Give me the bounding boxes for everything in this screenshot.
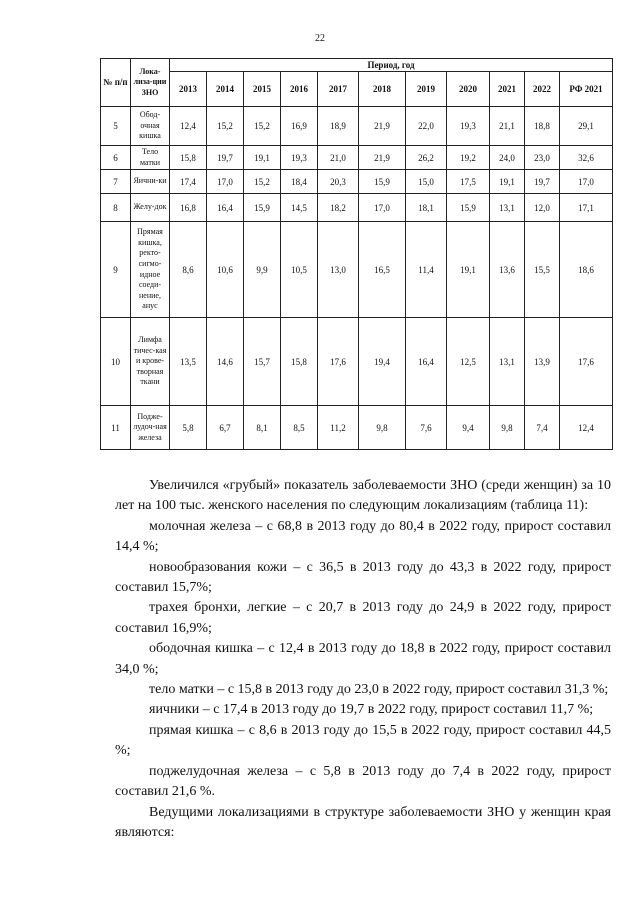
value-cell: 15,9 — [447, 194, 490, 222]
list-item: яичники – с 17,4 в 2013 году до 19,7 в 2022 году, прирост составил 11,7 %; — [149, 702, 594, 718]
value-cell: 16,8 — [170, 194, 207, 222]
year-header: 2016 — [281, 72, 318, 107]
value-cell: 17,0 — [207, 170, 244, 194]
table-row — [101, 194, 613, 222]
value-cell: 12,0 — [525, 194, 560, 222]
value-cell: 7,6 — [406, 406, 447, 450]
intro-paragraph: Увеличился «грубый» показатель заболеваемости ЗНО (среди женщин) за 10 лет на 100 тыс. женского населения по следующим локализациям (таблица 11): — [115, 478, 611, 514]
value-cell: 14,6 — [207, 318, 244, 406]
value-cell: 21,1 — [490, 107, 525, 146]
localization-cell: Обод-очная кишка — [131, 107, 170, 146]
value-cell: 19,4 — [359, 318, 406, 406]
value-cell: 5,8 — [170, 406, 207, 450]
value-cell: 17,1 — [560, 194, 613, 222]
localization-cell: Лимфа тичес-кая и крове-творная ткани — [131, 318, 170, 406]
closing-paragraph: Ведущими локализациями в структуре заболеваемости ЗНО у женщин края являются: — [115, 804, 611, 840]
value-cell: 11,2 — [318, 406, 359, 450]
value-cell: 16,5 — [359, 222, 406, 318]
row-number: 11 — [101, 406, 131, 450]
value-cell: 13,1 — [490, 194, 525, 222]
value-cell: 19,7 — [525, 170, 560, 194]
year-header: 2013 — [170, 72, 207, 107]
value-cell: 9,8 — [359, 406, 406, 450]
value-cell: 16,9 — [281, 107, 318, 146]
value-cell: 21,9 — [359, 146, 406, 170]
value-cell: 15,2 — [244, 170, 281, 194]
table-row — [101, 170, 613, 194]
value-cell: 19,1 — [447, 222, 490, 318]
list-item: трахея бронхи, легкие – с 20,7 в 2013 году до 24,9 в 2022 году, прирост составил 16,9%; — [115, 600, 611, 636]
list-item: тело матки – с 15,8 в 2013 году до 23,0 в 2022 году, прирост составил 31,3 %; — [149, 682, 609, 698]
value-cell: 15,7 — [244, 318, 281, 406]
value-cell: 11,4 — [406, 222, 447, 318]
value-cell: 15,8 — [170, 146, 207, 170]
value-cell: 19,2 — [447, 146, 490, 170]
row-number: 9 — [101, 222, 131, 318]
value-cell: 13,0 — [318, 222, 359, 318]
value-cell: 13,1 — [490, 318, 525, 406]
year-header-row — [101, 72, 613, 107]
value-cell: 16,4 — [406, 318, 447, 406]
value-cell: 32,6 — [560, 146, 613, 170]
value-cell: 29,1 — [560, 107, 613, 146]
table-row — [101, 222, 613, 318]
value-cell: 8,5 — [281, 406, 318, 450]
value-cell: 15,2 — [207, 107, 244, 146]
value-cell: 15,5 — [525, 222, 560, 318]
value-cell: 18,2 — [318, 194, 359, 222]
row-number: 8 — [101, 194, 131, 222]
list-item: ободочная кишка – с 12,4 в 2013 году до 18,8 в 2022 году, прирост составил 34,0 %; — [115, 641, 611, 677]
year-header: 2015 — [244, 72, 281, 107]
value-cell: 9,8 — [490, 406, 525, 450]
value-cell: 9,9 — [244, 222, 281, 318]
value-cell: 17,6 — [318, 318, 359, 406]
row-number: 6 — [101, 146, 131, 170]
value-cell: 8,1 — [244, 406, 281, 450]
row-number: 10 — [101, 318, 131, 406]
col-header-number: № п/п — [101, 59, 131, 107]
value-cell: 15,9 — [244, 194, 281, 222]
value-cell: 10,5 — [281, 222, 318, 318]
year-header: 2017 — [318, 72, 359, 107]
row-number: 7 — [101, 170, 131, 194]
incidence-table — [100, 58, 613, 450]
value-cell: 6,7 — [207, 406, 244, 450]
localization-cell: Подже-лудоч-ная железа — [131, 406, 170, 450]
value-cell: 12,5 — [447, 318, 490, 406]
localization-cell: Тело матки — [131, 146, 170, 170]
value-cell: 15,9 — [359, 170, 406, 194]
value-cell: 7,4 — [525, 406, 560, 450]
list-item: поджелудочная железа – с 5,8 в 2013 году до 7,4 в 2022 году, прирост составил 21,6 %. — [115, 763, 611, 800]
value-cell: 14,5 — [281, 194, 318, 222]
value-cell: 22,0 — [406, 107, 447, 146]
value-cell: 26,2 — [406, 146, 447, 170]
year-header: 2019 — [406, 72, 447, 107]
page-number: 22 — [315, 33, 325, 44]
value-cell: 18,1 — [406, 194, 447, 222]
value-cell: 18,9 — [318, 107, 359, 146]
list-item: новообразования кожи – с 36,5 в 2013 году до 43,3 в 2022 году, прирост составил 15,7%; — [115, 559, 611, 596]
value-cell: 13,9 — [525, 318, 560, 406]
table-row — [101, 318, 613, 406]
value-cell: 15,0 — [406, 170, 447, 194]
value-cell: 19,3 — [447, 107, 490, 146]
value-cell: 17,0 — [359, 194, 406, 222]
value-cell: 17,5 — [447, 170, 490, 194]
value-cell: 19,3 — [281, 146, 318, 170]
col-header-period: Период, год — [170, 59, 613, 72]
value-cell: 19,7 — [207, 146, 244, 170]
value-cell: 17,6 — [560, 318, 613, 406]
value-cell: 18,4 — [281, 170, 318, 194]
value-cell: 17,4 — [170, 170, 207, 194]
value-cell: 16,4 — [207, 194, 244, 222]
localization-cell: Желу-док — [131, 194, 170, 222]
value-cell: 15,8 — [281, 318, 318, 406]
value-cell: 15,2 — [244, 107, 281, 146]
list-item: молочная железа – с 68,8 в 2013 году до 80,4 в 2022 году, прирост составил 14,4 %; — [115, 518, 611, 555]
row-number: 5 — [101, 107, 131, 146]
value-cell: 23,0 — [525, 146, 560, 170]
year-header: РФ 2021 — [560, 72, 613, 107]
value-cell: 13,5 — [170, 318, 207, 406]
value-cell: 17,0 — [560, 170, 613, 194]
value-cell: 12,4 — [170, 107, 207, 146]
col-header-localization: Лока-лиза-ции ЗНО — [131, 59, 170, 107]
value-cell: 21,0 — [318, 146, 359, 170]
localization-cell: Прямая кишка, ректо-сигмо-идное соеди-нение, анус — [131, 222, 170, 318]
value-cell: 13,6 — [490, 222, 525, 318]
table-row — [101, 107, 613, 146]
year-header: 2018 — [359, 72, 406, 107]
value-cell: 9,4 — [447, 406, 490, 450]
year-header: 2020 — [447, 72, 490, 107]
value-cell: 18,6 — [560, 222, 613, 318]
list-item: прямая кишка – с 8,6 в 2013 году до 15,5 в 2022 году, прирост составил 44,5 %; — [115, 722, 611, 759]
value-cell: 21,9 — [359, 107, 406, 146]
value-cell: 10,6 — [207, 222, 244, 318]
value-cell: 8,6 — [170, 222, 207, 318]
year-header: 2022 — [525, 72, 560, 107]
value-cell: 20,3 — [318, 170, 359, 194]
table-row — [101, 406, 613, 450]
body-text — [115, 476, 611, 843]
value-cell: 24,0 — [490, 146, 525, 170]
value-cell: 19,1 — [490, 170, 525, 194]
localization-cell: Яични-ки — [131, 170, 170, 194]
table-row — [101, 146, 613, 170]
value-cell: 12,4 — [560, 406, 613, 450]
value-cell: 18,8 — [525, 107, 560, 146]
value-cell: 19,1 — [244, 146, 281, 170]
year-header: 2021 — [490, 72, 525, 107]
table-body — [101, 107, 613, 450]
year-header: 2014 — [207, 72, 244, 107]
